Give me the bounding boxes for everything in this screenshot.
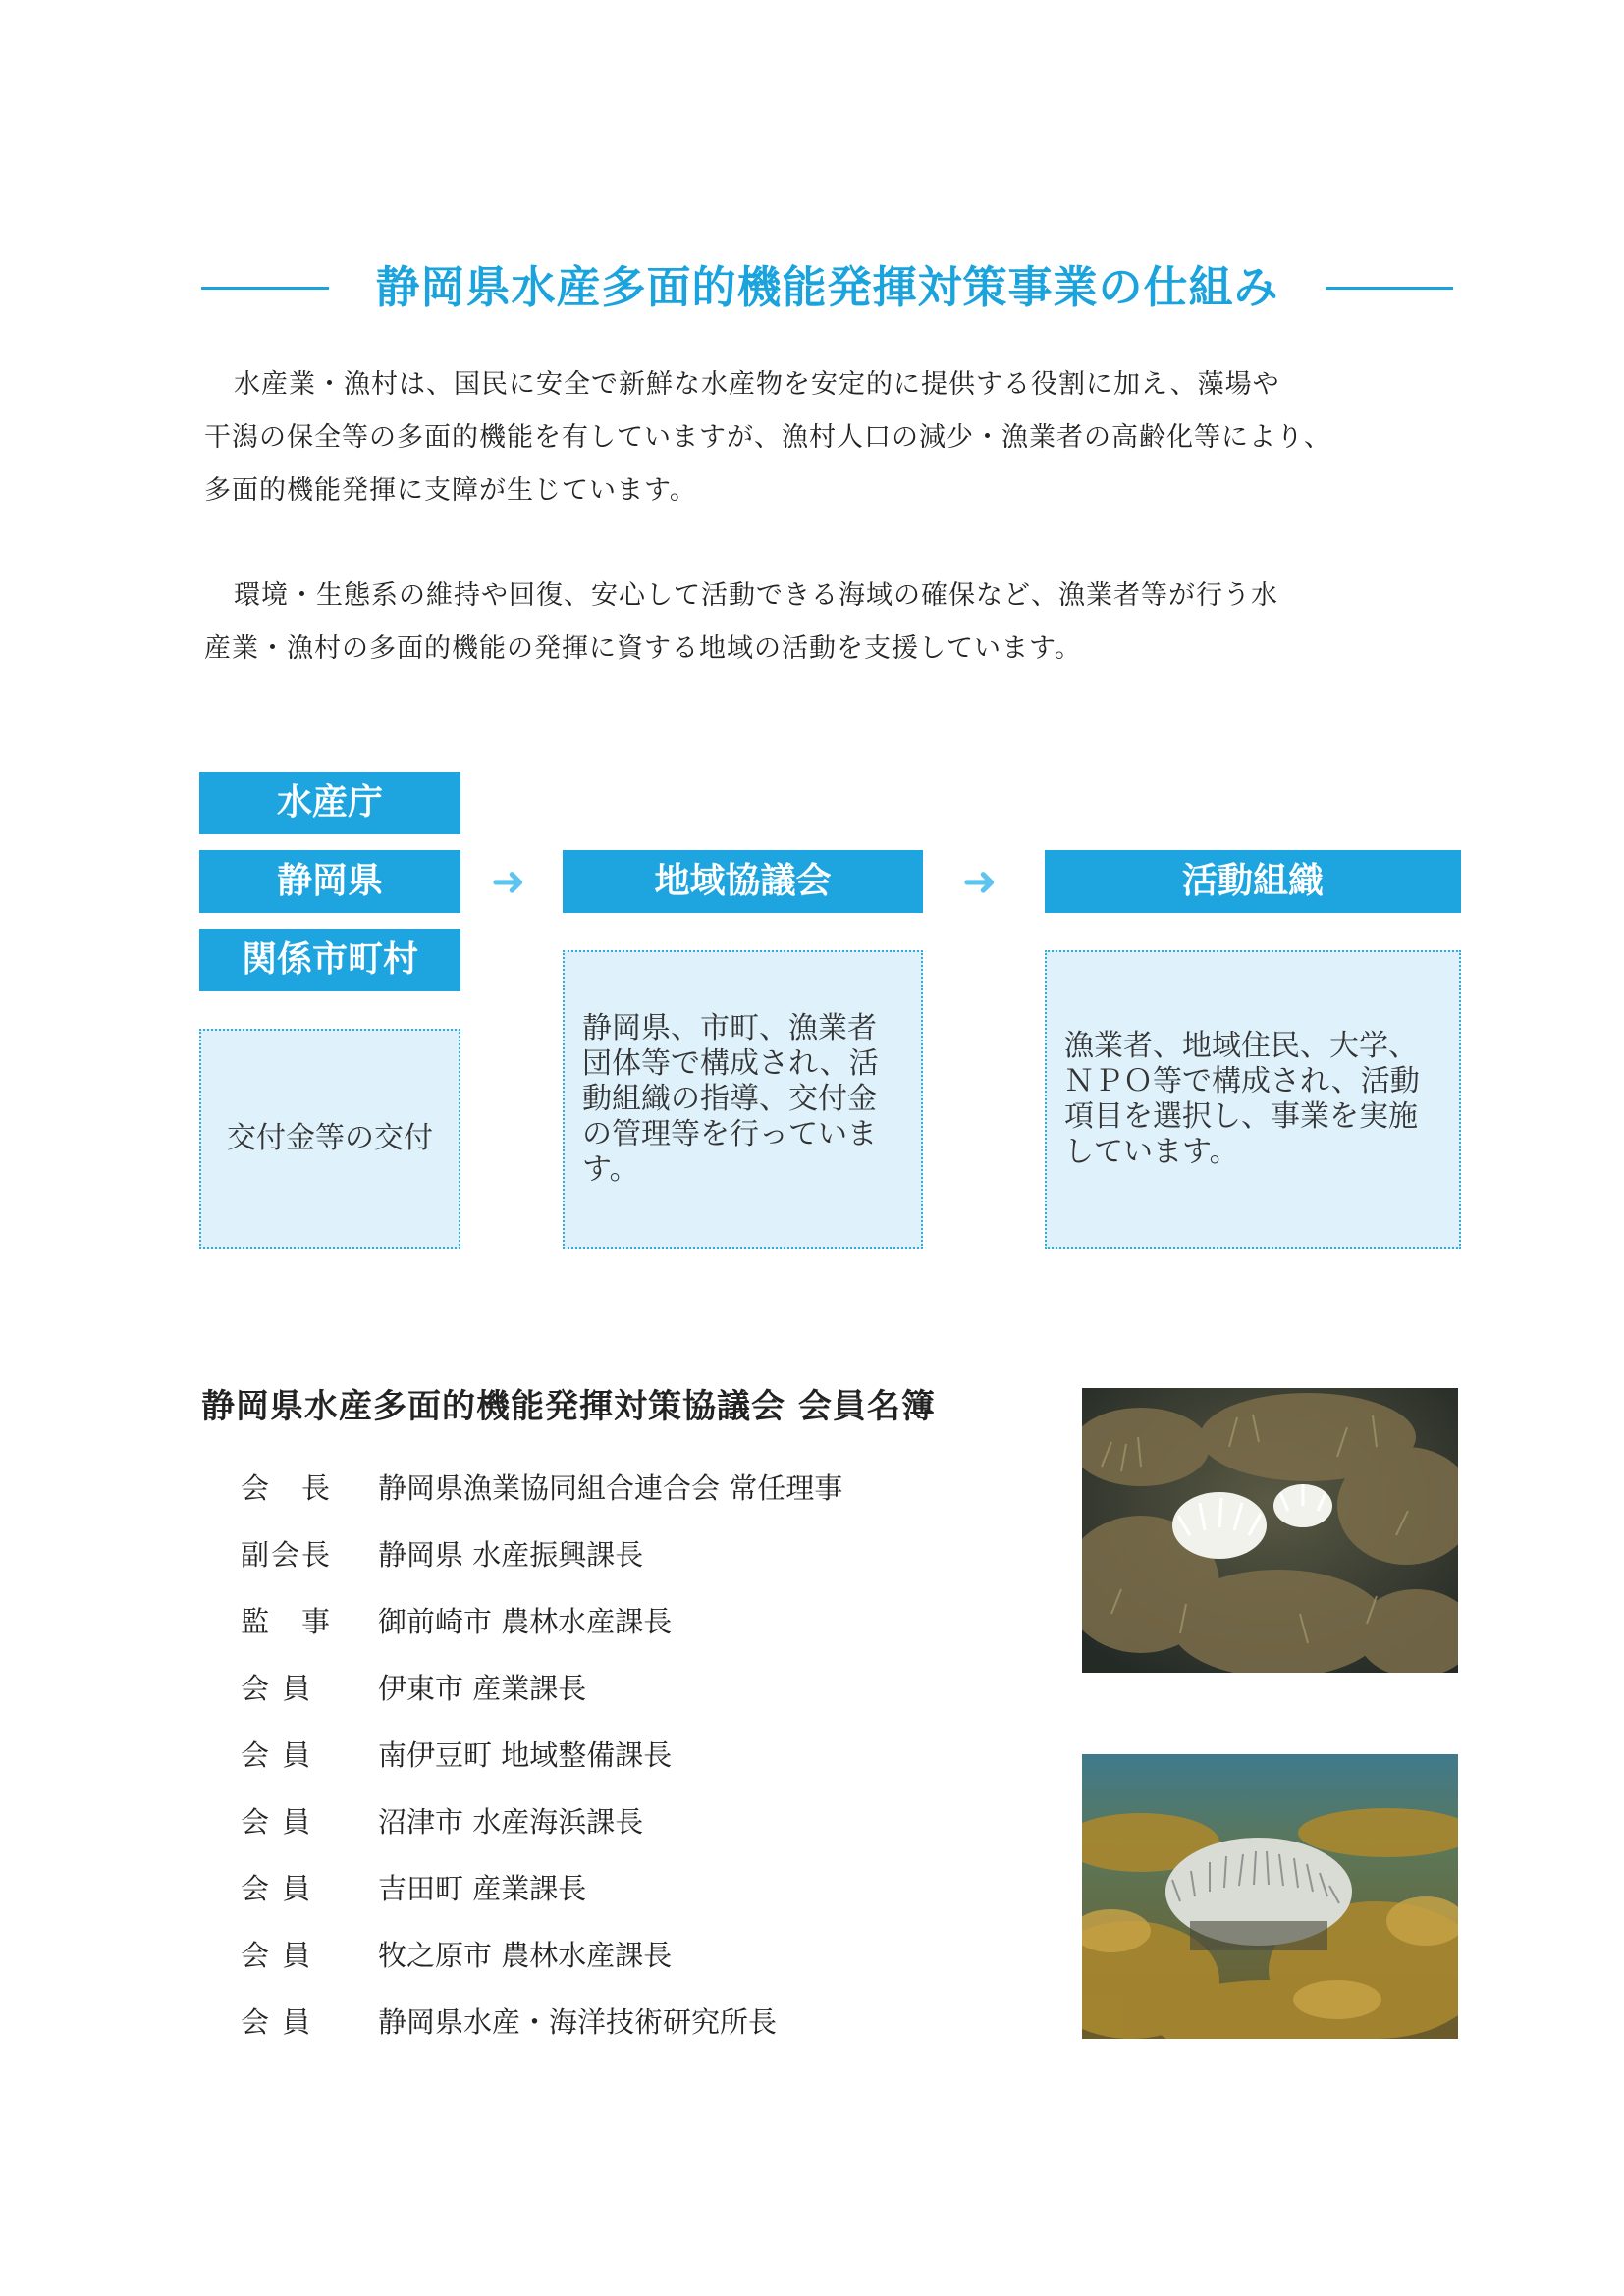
desc-line: す。 — [582, 1152, 639, 1187]
intro-paragraph-2 — [204, 569, 1461, 675]
desc-line: 静岡県、市町、漁業者 — [582, 1011, 877, 1045]
member-name: 静岡県漁業協同組合連合会 常任理事 — [378, 1470, 843, 1505]
member-role: 会 員 — [241, 1671, 313, 1705]
page-title-row — [201, 253, 1453, 322]
member-role: 会 員 — [241, 1871, 313, 1905]
member-role: 会 員 — [241, 2004, 313, 2039]
header-fisheries-agency: 水産庁 — [199, 772, 460, 834]
paragraph-line: 産業・漁村の多面的機能の発揮に資する地域の活動を支援しています。 — [204, 633, 1082, 664]
right-arrow-icon: ➜ — [962, 857, 998, 905]
member-row — [241, 1787, 842, 1853]
member-name: 沼津市 水産海浜課長 — [378, 1804, 644, 1839]
member-list — [241, 1453, 842, 2054]
roster-title: 静岡県水産多面的機能発揮対策協議会 会員名簿 — [201, 1387, 936, 1426]
desc-box-grant — [199, 1029, 460, 1249]
member-name: 静岡県水産・海洋技術研究所長 — [378, 2004, 778, 2039]
member-row — [241, 1653, 842, 1720]
desc-box-council — [563, 950, 923, 1249]
member-row — [241, 1520, 842, 1586]
intro-paragraph-1 — [204, 358, 1461, 517]
member-name: 静岡県 水産振興課長 — [378, 1537, 644, 1572]
paragraph-line: 多面的機能発揮に支障が生じています。 — [204, 475, 697, 506]
desc-line: 交付金等の交付 — [227, 1121, 433, 1155]
member-role: 会 員 — [241, 1938, 313, 1972]
page-title: 静岡県水産多面的機能発揮対策事業の仕組み — [375, 261, 1279, 313]
header-regional-council: 地域協議会 — [563, 850, 923, 913]
member-name: 南伊豆町 地域整備課長 — [378, 1737, 673, 1772]
member-role: 副会長 — [241, 1537, 333, 1572]
desc-line: 漁業者、地域住民、大学、 — [1064, 1029, 1418, 1063]
desc-box-activity — [1045, 950, 1461, 1249]
member-row — [241, 1720, 842, 1787]
title-rule-left — [201, 287, 329, 290]
member-row — [241, 1853, 842, 1920]
paragraph-line: 環境・生態系の維持や回復、安心して活動できる海域の確保など、漁業者等が行う水 — [234, 580, 1278, 611]
header-activity-org: 活動組織 — [1045, 850, 1461, 913]
member-name: 御前崎市 農林水産課長 — [378, 1604, 673, 1638]
desc-line: 項目を選択し、事業を実施 — [1064, 1099, 1418, 1134]
right-arrow-icon: ➜ — [491, 857, 526, 905]
member-role: 会 員 — [241, 1804, 313, 1839]
member-row — [241, 1987, 842, 2054]
member-name: 吉田町 産業課長 — [378, 1871, 587, 1905]
member-row — [241, 1586, 842, 1653]
desc-line: 動組織の指導、交付金 — [582, 1082, 877, 1116]
header-municipalities: 関係市町村 — [199, 929, 460, 991]
header-shizuoka-pref: 静岡県 — [199, 850, 460, 913]
member-row — [241, 1453, 842, 1520]
desc-line: ＮＰＯ等で構成され、活動 — [1064, 1064, 1420, 1098]
coral-photo-2 — [1082, 1754, 1458, 2039]
title-rule-right — [1326, 287, 1453, 290]
desc-line: しています。 — [1064, 1135, 1239, 1169]
paragraph-line: 水産業・漁村は、国民に安全で新鮮な水産物を安定的に提供する役割に加え、藻場や — [234, 369, 1280, 400]
member-name: 伊東市 産業課長 — [378, 1671, 587, 1705]
member-role: 監 事 — [241, 1604, 333, 1638]
paragraph-line: 干潟の保全等の多面的機能を有していますが、漁村人口の減少・漁業者の高齢化等により、 — [204, 422, 1331, 453]
member-role: 会 長 — [241, 1470, 333, 1505]
desc-line: の管理等を行っていま — [582, 1117, 877, 1151]
member-role: 会 員 — [241, 1737, 313, 1772]
member-name: 牧之原市 農林水産課長 — [378, 1938, 673, 1972]
member-row — [241, 1920, 842, 1987]
desc-line: 団体等で構成され、活 — [582, 1046, 879, 1081]
coral-photo-1 — [1082, 1388, 1458, 1673]
